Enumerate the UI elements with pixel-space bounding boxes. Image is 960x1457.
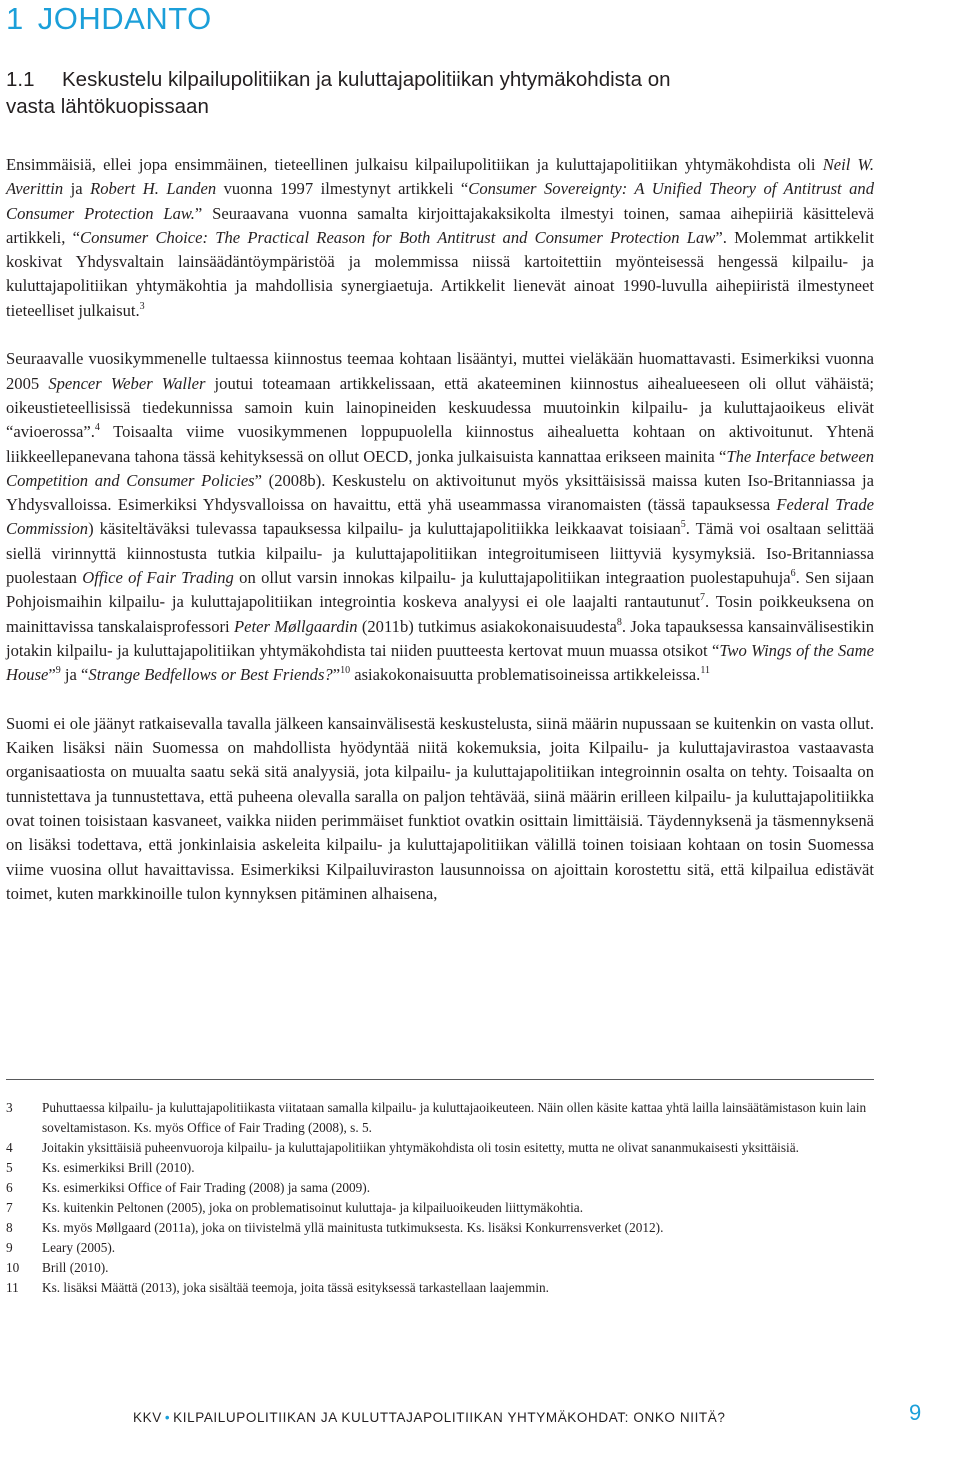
footnote-text: Brill (2010). xyxy=(42,1260,109,1275)
text-run: . Joka tapauksessa kansainvälisestikin jotakin kilpailu- ja kuluttajapolitiikan yhtymäkohdista tai niiden puutteesta kertovat muun muassa otsikot “ xyxy=(6,616,875,660)
footnote-item xyxy=(6,1278,872,1298)
author-name: Peter Møllgaardin xyxy=(234,616,358,636)
footnote-number: 5 xyxy=(6,1160,13,1175)
chapter-number: 1 xyxy=(6,1,24,36)
paragraph-1 xyxy=(6,153,874,323)
running-footer xyxy=(133,1410,725,1425)
organization-name: Federal Trade Commission xyxy=(6,495,874,539)
publication-title: The Interface between Competition and Consumer Policies xyxy=(6,446,874,490)
footnote-number: 6 xyxy=(6,1180,13,1195)
section-title: Keskustelu kilpailupolitiikan ja kuluttajapolitiikan yhtymäkohdista on vasta lähtökuopissaan xyxy=(6,68,671,118)
text-run: ” xyxy=(48,665,56,685)
text-run: ja “ xyxy=(60,665,89,685)
text-run: ” Seuraavana vuonna samalta kirjoittajakaksikolta ilmestyi toinen, samaa aihepiiriä käsittelevä artikkeli, “ xyxy=(6,203,874,247)
author-name: Spencer Weber Waller xyxy=(48,373,206,393)
footer-separator: • xyxy=(164,1410,171,1425)
text-run: Seuraavalle vuosikymmenelle tultaessa kiinnostus teemaa kohtaan lisääntyi, muttei vieläkään huomattavasti. Esimerkiksi vuonna 2005 xyxy=(6,349,874,393)
footnote-ref: 8 xyxy=(616,616,622,628)
footnote-number: 10 xyxy=(6,1260,20,1275)
text-run: . Tämä voi osaltaan selittää siellä virinnyttä kiinnostusta tutkia kilpailu- ja kuluttajapolitiikan integroitumiseen liittyviä kysymyksiä. Iso-Britanniassa puolestaan xyxy=(6,519,874,588)
footnote-ref: 4 xyxy=(94,422,100,434)
footnote-number: 3 xyxy=(6,1100,13,1115)
text-run: . Sen sijaan Pohjoismaihin kilpailu- ja kuluttajapolitiikan integrointia koskeva analyysi ei ole laajalti rantautunut xyxy=(6,568,875,612)
organization-name: Office of Fair Trading xyxy=(82,568,234,588)
footnote-ref: 7 xyxy=(699,592,705,604)
article-title: Consumer Sovereignty: A Unified Theory of Antitrust and Consumer Protection Law. xyxy=(6,179,875,223)
footnote-divider xyxy=(6,1079,874,1080)
author-name: Neil W. Averittin xyxy=(6,155,874,199)
text-run: ” (2008b). Keskustelu on aktivoitunut myös yksittäisissä maissa kuten Iso-Britanniassa ja Yhdysvalloissa. Esimerkiksi Yhdysvalloissa on havaittu, että yhä useammassa viranomaisten (tässä tapauksessa xyxy=(6,470,874,515)
text-run: ”. Molemmat artikkelit koskivat Yhdysvaltain lainsäädäntöympäristöä ja molemmissa niissä kartoitettiin myönteisessä hengessä kilpailu- ja kuluttajapolitiikan yhtymäkohtia ja mahdollisia synergiaetuja. Artikkelit lienevät ainoat 1990-luvulla aihepiiristä ilmestyneet tieteelliset julkaisut. xyxy=(6,227,875,320)
footnote-item xyxy=(6,1178,872,1198)
text-run: ja xyxy=(63,179,91,199)
text-run: (2011b) tutkimus asiakokonaisuudesta xyxy=(357,616,617,636)
footer-title: KILPAILUPOLITIIKAN JA KULUTTAJAPOLITIIKAN YHTYMÄKOHDAT: ONKO NIITÄ? xyxy=(173,1410,726,1425)
footnotes xyxy=(6,1098,872,1298)
footnote-item xyxy=(6,1258,872,1278)
body-text xyxy=(6,153,874,931)
author-name: Robert H. Landen xyxy=(90,179,217,199)
footnote-number: 4 xyxy=(6,1140,13,1155)
footer-org: KKV xyxy=(133,1410,162,1425)
chapter-heading xyxy=(6,0,212,38)
text-run: asiakokonaisuutta problematisoineissa artikkeleissa. xyxy=(350,665,701,685)
footnote-number: 9 xyxy=(6,1240,13,1255)
article-title: Two Wings of the Same House xyxy=(6,640,874,685)
footnote-ref: 10 xyxy=(340,665,351,677)
footnote-text: Leary (2005). xyxy=(42,1240,116,1255)
footnote-item xyxy=(6,1098,872,1138)
chapter-title: JOHDANTO xyxy=(37,1,212,36)
footnote-item xyxy=(6,1138,872,1158)
text-run: vuonna 1997 ilmestynyt artikkeli “ xyxy=(216,179,469,199)
footnote-text: Joitakin yksittäisiä puheenvuoroja kilpailu- ja kuluttajapolitiikan yhtymäkohdista oli tosin esitetty, mutta ne olivat sananmukaisesti yksittäisiä. xyxy=(42,1140,799,1155)
footnote-item xyxy=(6,1198,872,1218)
footnote-text: Ks. myös Møllgaard (2011a), joka on tiivistelmä yllä mainitusta tutkimuksesta. Ks. lisäksi Konkurrensverket (2012). xyxy=(42,1220,664,1235)
footnote-text: Ks. lisäksi Määttä (2013), joka sisältää teemoja, joita tässä esityksessä tarkastellaan laajemmin. xyxy=(42,1280,549,1295)
text-run: . Tosin poikkeuksena on mainittavissa tanskalaisprofessori xyxy=(6,592,874,636)
footnote-ref: 6 xyxy=(790,568,796,580)
text-run: Toisaalta viime vuosikymmenen loppupuolella kiinnostus aihealuetta kohtaan on aktivoitunut. Yhtenä liikkeellepanevana tahona tässä kehityksessä on ollut OECD, jonka julkaisuista kannattaa erikseen mainita “ xyxy=(6,422,874,466)
footnote-ref: 9 xyxy=(55,665,61,677)
paragraph-2 xyxy=(6,347,874,687)
article-title: Consumer Choice: The Practical Reason for Both Antitrust and Consumer Protection Law xyxy=(80,227,716,247)
text-run: Ensimmäisiä, ellei jopa ensimmäinen, tieteellinen julkaisu kilpailupolitiikan ja kuluttajapolitiikan yhtymäkohdista oli xyxy=(6,155,823,174)
footnote-text: Ks. kuitenkin Peltonen (2005), joka on problematisoinut kuluttaja- ja kilpailuoikeuden liittymäkohtia. xyxy=(42,1200,584,1215)
footnote-text: Ks. esimerkiksi Brill (2010). xyxy=(42,1160,195,1175)
text-run: on ollut varsin innokas kilpailu- ja kuluttajapolitiikan integraation puolestapuhuja xyxy=(233,568,791,588)
footnote-item xyxy=(6,1238,872,1258)
page-number: 9 xyxy=(909,1400,922,1425)
footnote-ref: 3 xyxy=(139,300,145,312)
footnote-number: 11 xyxy=(6,1280,19,1295)
page-footer xyxy=(0,1396,960,1436)
footnote-number: 7 xyxy=(6,1200,13,1215)
text-run: ) käsiteltäväksi tulevassa tapauksessa kilpailu- ja kuluttajapolitiikka leikkaavat toisiaan xyxy=(88,519,681,539)
text-run: ” xyxy=(332,665,341,685)
text-run: joutui toteamaan artikkelissaan, että akateeminen kiinnostus aihealueeseen oli ollut vähäistä; oikeustieteellisissä tiedekunnissa samoin kuin lainopineiden keskuudessa muutoinkin kilpailu- ja kuluttajaoikeus elivät “avioerossa”. xyxy=(6,373,874,442)
footnote-text: Puhuttaessa kilpailu- ja kuluttajapolitiikasta viitataan samalla kilpailu- ja kuluttajaoikeuteen. Näin ollen käsite kattaa yhtä lailla lainsäätämistason kuin lain soveltamistason. Ks. myös Office of Fair Trading (2008), s. 5. xyxy=(42,1100,867,1135)
article-title: Strange Bedfellows or Best Friends? xyxy=(88,665,333,685)
footnote-text: Ks. esimerkiksi Office of Fair Trading (2008) ja sama (2009). xyxy=(42,1180,371,1195)
footnote-ref: 11 xyxy=(700,665,710,677)
footnote-item xyxy=(6,1158,872,1178)
footnote-ref: 5 xyxy=(680,519,686,531)
paragraph-3: Suomi ei ole jäänyt ratkaisevalla tavalla jälkeen kansainvälisestä keskustelusta, siinä määrin nupussaan se kuitenkin on vasta ollut. Kaiken lisäksi näin Suomessa on mahdollista hyödyntää niitä kokemuksia, joita Kilpailu- ja kuluttajavirastoa vastaavasta organisaatiosta on muualta saatu sekä sitä analyysiä, jota kilpailu- ja kuluttajapolitiikan integroinnin osalta on tehty. Toisaalta on tunnistettava ja tunnustettava, että puheena olevalla saralla on paljon tehtävää, siinä määrin erilleen kilpailu- ja kuluttajapolitiikka ovat toinen toisistaan kasvaneet, vaikka niiden perimmäiset funktiot ovatkin osittain limittäisiä. Täydennyksenä ja täsmennyksenä on lisäksi todettava, että jonkinlaisia askeleita kilpailu- ja kuluttajapolitiikan välillä toinen toisiaan kohtaan on tosin Suomessa viime vuosina ollut havaittavissa. Esimerkiksi Kilpailuviraston lausunnoissa on ajoittain korostettu sitä, että kilpailua edistävät toimet, kuten markkinoille tulon kynnyksen pitäminen alhaisena, xyxy=(6,713,874,903)
footnote-number: 8 xyxy=(6,1220,13,1235)
footnote-item xyxy=(6,1218,872,1238)
section-heading xyxy=(6,66,706,120)
section-number: 1.1 xyxy=(6,68,35,91)
